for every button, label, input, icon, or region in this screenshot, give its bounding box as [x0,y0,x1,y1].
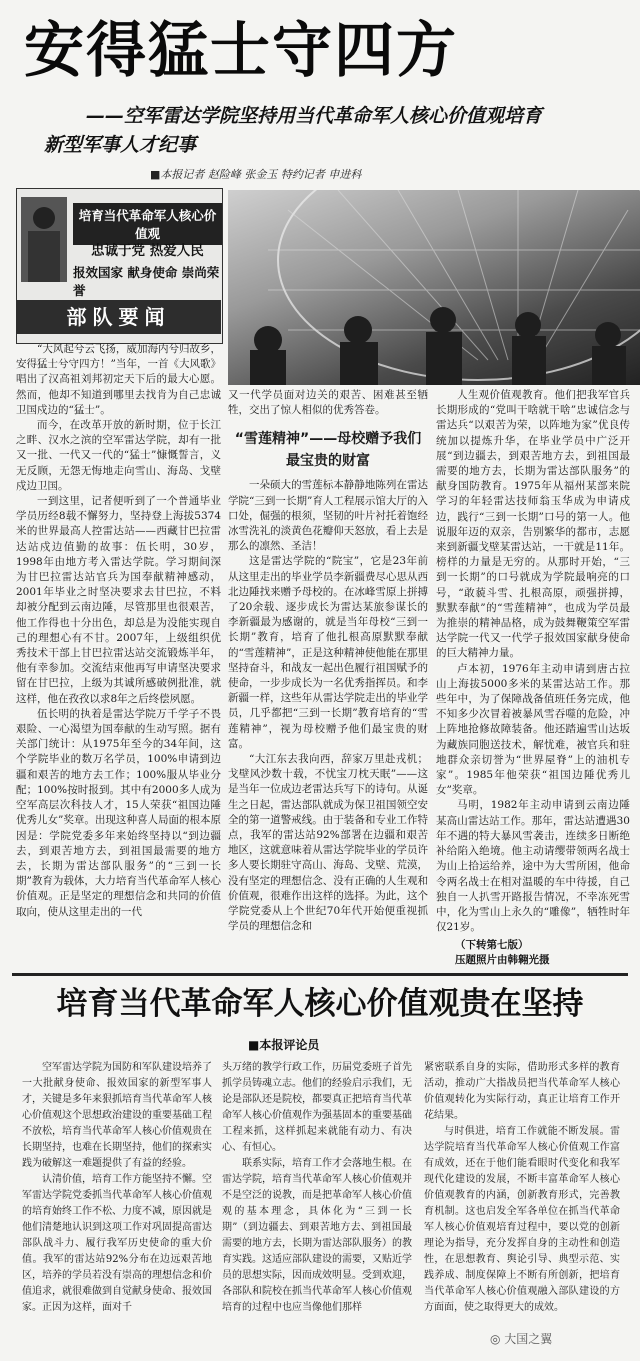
byline: ■本报记者 赵险峰 张金玉 特约记者 申进科 [150,168,362,181]
commentary-paragraph: 空军雷达学院为国防和军队建设培养了一大批献身使命、报效国家的新型军事人才，关键是多年来狠抓培育当代革命军人核心价值观这个思想政治建设的重要基础工程不放松，培育当代革命军人核心价值观贵在长期坚持，也难在长期坚持，他们的探索实践为破解这一难题提供了有益的经验。 [22,1062,212,1169]
subtitle-line2: 新型军事人才纪事 [44,134,197,156]
subtitle-line1: ——空军雷达学院坚持用当代革命军人核心价值观培育 [86,105,543,127]
watermark [490,1330,552,1347]
commentary-byline: ■本报评论员 [248,1038,320,1052]
col3-paragraph: 马明，1982年主动申请到云南边陲某高山雷达站工作。那年，雷达站遭遇30年不遇的特大暴风雪袭击，连续多日断绝补给陷入绝境。他主动请缨带领两名战士为山上拾运给养，途中为大雪所困，他命令两名战士在相对温暖的车中待援，自己独自一人扒雪开路报告情况，不幸冻死雪中，化为雪山上永久的“雕像”，牺牲时年仅21岁。 [436,799,630,934]
article-col2 [228,388,428,970]
commentary-paragraph: 与时俱进，培育工作就能不断发展。雷达学院培育当代革命军人核心价值观工作富有成效，还在于他们能看眼时代变化和我军现代化建设的发展，不断丰富革命军人核心价值观教育的内涵，创新教育形式，完善教育机制。这也启发全军各单位在抓当代革命军人核心价值观培育过程中，要以党的创新理论为指导，充分发挥自身的主动性和创造性，在思想教育、舆论引导、典型示范、实践养成、制度保障上不断有所创新，把培育当代革命军人核心价值观融入部队建设的方方面面，使之取得更大的成效。 [424,1126,620,1313]
continued-note: （下转第七版） [455,939,529,951]
watermark-text: 大国之翼 [504,1332,553,1346]
commentary-paragraph: 紧密联系自身的实际，借助形式多样的教育活动，推动广大指战员把当代革命军人核心价值观转化为实际行动，真正让培育工作开花结果。 [424,1062,620,1121]
col1-paragraph: 而今，在改革开放的新时期，位于长江之畔、汉水之滨的空军雷达学院，却有一批又一批、一代又一代的“猛士”慷慨誓言，义无反顾，无怨无悔地走向雪山、海岛、戈壁戍边卫国。 [16,419,221,492]
col1-paragraph: “大风起兮云飞扬，威加海内兮归故乡，安得猛士兮守四方！”当年，一首《大风歌》唱出了汉高祖刘邦初定天下后的最大心愿。然而，他却不知道到哪里去找肯为自己忠诚卫国戍边的“猛士”。 [16,343,221,416]
page-headline: 安得猛士守四方 [24,16,458,86]
col2-paragraph: 一朵硕大的雪莲标本静静地陈列在雷达学院“三到一长期”育人工程展示馆大厅的入口处，倔强的根须，坚韧的叶片衬托着饱经冰雪洗礼的淡黄色花瓣仰天怒放，看上去是那么的凛然、圣洁！ [228,479,428,553]
col1-paragraph: 一到这里，记者便听到了一个普通毕业学员历经8载不懈努力，坚持登上海拔5374米的世界最高人控雷达站——西藏甘巴拉雷达站戍边值勤的故事：伍长明，30岁，1998年由地方考入雷达学院。学习期间深为甘巴拉雷达站官兵为国奉献精神感动，2001年毕业之时坚决要求去甘巴拉，不料却被分配到云南边陲，尽管那里也很艰苦，他工作得也十分出色，却总是为没能实现自己的理想心有不甘。2007年，上级组织优秀技术干部上甘巴拉雷达站交流锻炼半年，他有幸参加。交流结束他再写申请坚决要求留在甘巴拉，上级为其诚所感破例批准，就这样，他在孜孜以求8年之后终偿夙愿。 [16,495,221,705]
commentary-col2 [222,1060,412,1355]
col2-subheading: “雪莲精神”——母校赠予我们最宝贵的财富 [234,431,422,470]
col3-paragraph: 人生观价值观教育。他们把我军官兵长期形成的“党叫干啥就干啥”忠诚信念与雷达兵“以艰苦为荣，以阵地为家”优良传统加以提炼升华，在毕业学员中广泛开展“到边疆去，到艰苦地方去，到祖国最需要的地方去，长期为雷达部队服务”的献身国防教育。1975年从福州某部来院学习的年轻雷达技师翁玉华成为申请戍边，践行“三到一长期”口号的第一人。他说服年迈的双亲，告别繁华的都市，志愿来到新疆戈壁某雷达站，一干就是11年。榜样的力量是无穷的。从那时开始，“三到一长期”的口号就成为学院最响亮的口号，“敢藐斗雪、扎根高原，顽强拼搏，默默奉献”的“雪莲精神”，也成为学员最为推崇的精神品格，成为鼓舞鞭策空军雷达学院一代又一代学子报效国家献身使命的巨大精神力量。 [436,389,630,660]
section-label: 部队要闻 [16,300,221,334]
col2-paragraph: 这是雷达学院的“院宝”，它是23年前从这里走出的毕业学员李新疆费尽心思从西北边陲找来赠予母校的。在冰峰雪原上拼搏了20余载、逐步成长为雷达某旅参谋长的李新疆最为感谢的，就是当年母校“三到一长期”教育，培育了他扎根高原默默奉献的“雪莲精神”，正是这种精神使他能在那里坚持奋斗，和战友一起出色履行祖国赋予的使命，一步步成长为一名优秀指挥员。和李新疆一样，这些年从雷达学院走出的毕业学员，几乎都把“三到一长期”教育培育的“雪莲精神”，视为母校赠予他们最宝贵的财富。 [228,555,428,750]
commentary-headline: 培育当代革命军人核心价值观贵在坚持 [56,986,584,1022]
wechat-icon: ◎ [490,1332,505,1346]
soldier-portrait [21,197,67,282]
col1-paragraph: 伍长明的执着是雷达学院万千学子不畏艰险、一心渴望为国奉献的生动写照。据有关部门统计：从1975年至今的34年间，这个学院毕业的数万名学员，100%申请到边疆和艰苦的地方去工作；100%服从毕业分配；100%按时报到。其中有2000多人成为空军高层次科技人才，15人荣获“祖国边陲优秀儿女”奖章。出现这种喜人局面的根本原因是：学院党委多年来始终坚持以“到边疆去，到艰苦地方去，到祖国最需要的地方去，长期为雷达部队服务”的“三到一长期”教育为载体，大力培育当代革命军人核心价值观。正是坚定的理想信念和共同的价值取向，使从这里走出的一代 [16,707,221,918]
col2-paragraph: “大江东去我向西，辞家万里赴戎机；戈壁风沙数十载，不忧宝刀枕天眠”——这是当年一位成边老雷达兵写下的诗句。从诞生之日起，雷达部队就成为保卫祖国领空安全的第一道警戒线。由于装备和专业工作特点，我军的雷达站92%部署在边疆和艰苦地区，这就意味着从雷达学院毕业的学员许多人要长期驻守高山、海岛、戈壁、荒漠，没有坚定的理想信念、没有正确的人生观和价值观，很难作出这样的选择。为此，这个学院党委从上个世纪70年代开始便重视抓学员的理想信念和 [228,753,428,933]
photo-credit: 压题照片由韩翱光摄 [455,954,550,966]
article-col1 [16,342,221,970]
col3-paragraph: 卢本初，1976年主动申请到唐古拉山上海拔5000多米的某雷达站工作。那些年中，为了保障战备值班任务完成，他不知多少次冒着被暴风雪吞噬的危险，冲上阵地抢修故障装备。他还踏遍雪山达坂为藏族同胞送技术，解忧难，被官兵和驻地群众亲切誉为“世界屋脊”上的油机专家”。1985年他荣获“祖国边陲优秀儿女”奖章。 [436,662,630,797]
commentary-col3 [424,1060,620,1330]
commentary-paragraph: 认清价值，培育工作方能坚持不懈。空军雷达学院党委抓当代革命军人核心价值观的培育始终工作不松、力度不减，原因就是他们清楚地认识到这项工作对巩固提高雷达部队战斗力、履行我军历史使命的重大价值。我军的雷达站92%分布在边远艰苦地区，培养的学员若没有崇高的理想信念和价值追求，就很难做到自觉献身使命、报效国家。正因为这样，面对千 [22,1174,212,1313]
slogan-line2: 报效国家 献身使命 崇尚荣誉 [73,265,220,298]
commentary-paragraph: 联系实际，培育工作才会落地生根。在雷达学院，培育当代革命军人核心价值观并不是空泛的说教，而是把革命军人核心价值观的基本理念，具体化为“三到一长期”（到边疆去、到艰苦地方去、到祖国最需要的地方去，长期为雷达部队服务）的教育实践。这适应部队建设的需要，又贴近学员的思想实际，因而成效明显。受到欢迎，各部队和院校在抓当代革命军人核心价值观培育的过程中也应当像他们那样 [222,1158,412,1313]
sidebar-box-title: 培育当代革命军人核心价值观 [73,203,222,245]
commentary-col1 [22,1060,212,1355]
radar-dish-illustration [228,190,640,385]
radar-photo [228,190,640,385]
col2-top-text: 又一代学员面对边关的艰苦、困难甚至牺牲，交出了惊人相似的优秀答卷。 [228,389,428,417]
slogan-line1: 忠诚于党 热爱人民 [91,243,204,259]
article-col3 [436,388,630,934]
section-divider [12,973,628,976]
commentary-paragraph: 头万绪的教学行政工作，历届党委班子首先抓学员铸魂立志。他们的经验启示我们，无论是部队还是院校，都要真正把培育当代革命军人核心价值观作为强基固本的重要基础工程来抓，这样抓起来就能有动力、有决心、有恒心。 [222,1062,412,1153]
